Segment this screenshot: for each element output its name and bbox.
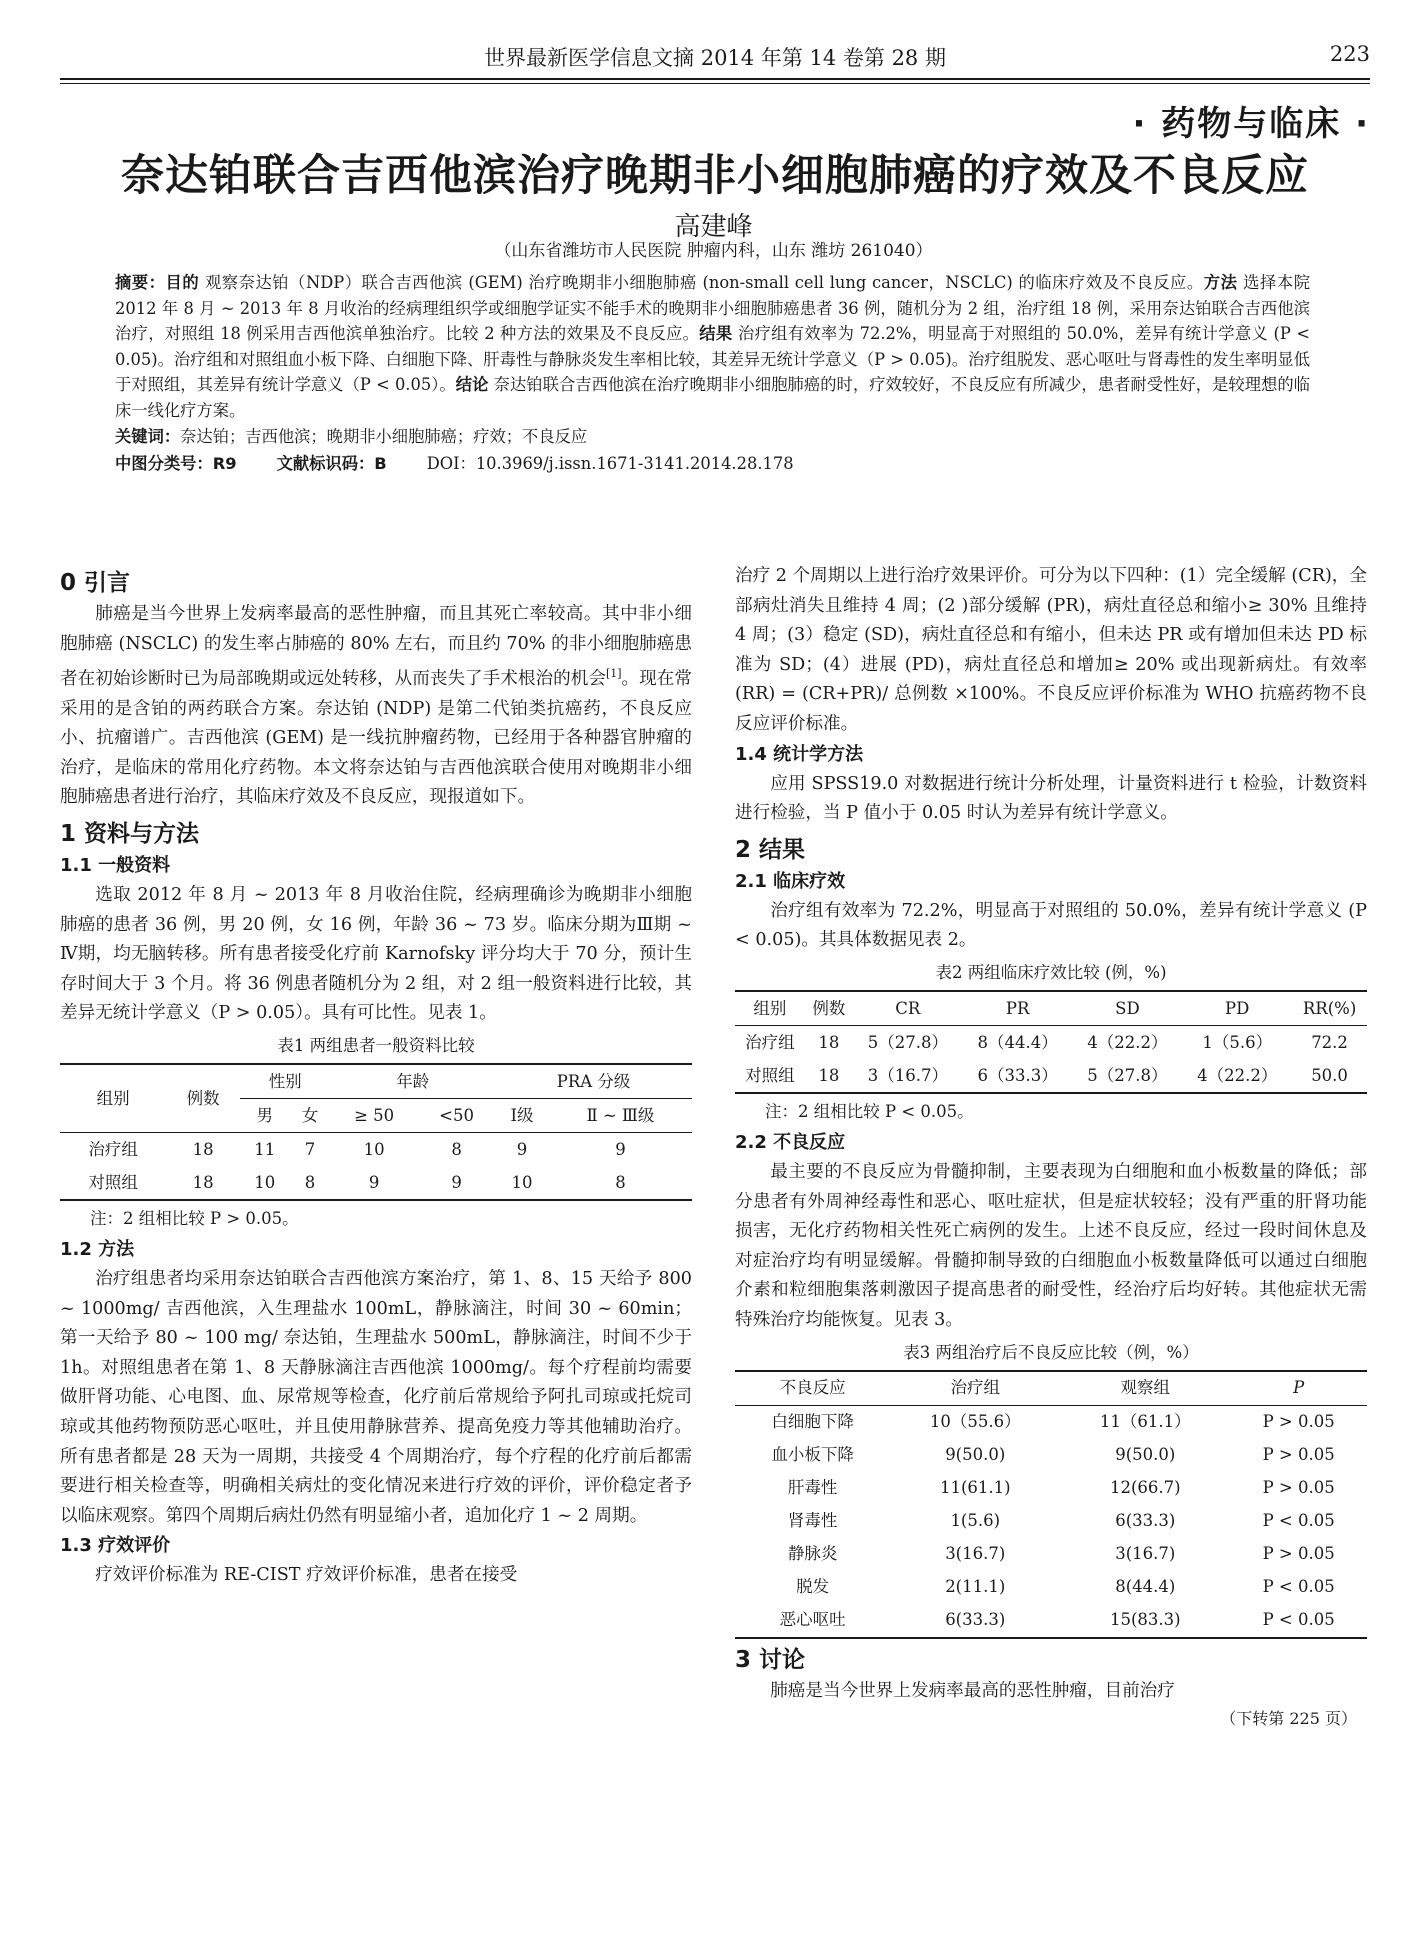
adverse-reactions-paragraph: 最主要的不良反应为骨髓抑制，主要表现为白细胞和血小板数量的降低；部分患者有外周神经毒性和恶心、呕吐症状，但是症状较轻；没有严重的肝肾功能损害，无化疗药物相关性死亡病例的发生。上述不良反应，经过一段时间休息及对症治疗均有明显缓解。骨髓抑制导致的白细胞血小板数量降低可以通过白细胞介素和粒细胞集落刺激因子提高患者的耐受性，经治疗后均好转。其他症状无需特殊治疗均能恢复。见表 3。 (735, 1161, 1367, 1330)
table-cell: 10（55.6） (929, 1412, 1021, 1432)
table-cell: 9 (418, 1166, 495, 1200)
table2-note: 注：2 组相比较 P < 0.05。 (765, 1101, 974, 1121)
table-cell: 18 (818, 1032, 840, 1052)
efficacy-eval-heading: 1.3 疗效评价 (60, 1535, 171, 1557)
table2-header: CR (853, 991, 963, 1026)
table2-header: SD (1073, 991, 1183, 1026)
table-cell: 9(50.0) (945, 1445, 1006, 1465)
doc-code-value: B (374, 454, 387, 474)
results-label: 结果 (699, 324, 733, 344)
table-cell: 15(83.3) (1060, 1604, 1230, 1638)
table-cell: 8 (290, 1166, 331, 1200)
table-cell: 7 (304, 1139, 316, 1159)
table-cell: 4（22.2） (1087, 1032, 1168, 1052)
table-cell: P > 0.05 (1262, 1544, 1335, 1564)
keywords-text: 奈达铂；吉西他滨；晚期非小细胞肺癌；疗效；不良反应 (180, 426, 588, 446)
methods-text: 选择本院 2012 年 8 月 ~ 2013 年 8 月收治的经病理组织学或细胞学证实不能手术的晚期非小细胞肺癌患者 36 例，随机分为 2 组，治疗组 18 例，采用奈达铂联合吉西他滨治疗，对照组 18 例采用吉西他滨单独治疗。比较 2 种方法的效果及不良反应。 (115, 273, 1310, 344)
citation-ref-1: [1] (605, 667, 622, 681)
table-cell: 6(33.3) (890, 1604, 1060, 1638)
table-cell: 8 (451, 1139, 462, 1159)
table2-header: 组别 (735, 991, 805, 1026)
continued-on-page-note: （下转第 225 页） (1220, 1709, 1357, 1729)
table-cell: P > 0.05 (1262, 1445, 1335, 1465)
table-cell: P < 0.05 (1262, 1577, 1335, 1597)
results-heading: 2 结果 (735, 836, 806, 863)
table-cell: 11（61.1） (1099, 1412, 1191, 1432)
author-affiliation: （山东省潍坊市人民医院 肿瘤内科，山东 潍坊 261040） (494, 241, 933, 261)
table1-header-age-lt50: <50 (418, 1098, 495, 1132)
classification-line (115, 451, 1310, 477)
table1-header-sex: 性别 (240, 1064, 330, 1099)
objective-text: 观察奈达铂（NDP）联合吉西他滨 (GEM) 治疗晚期非小细胞肺癌 (non-small cell lung cancer，NSCLC) 的临床疗效及不良反应。 (199, 273, 1204, 292)
table-cell: 50.0 (1292, 1059, 1367, 1093)
right-column (735, 562, 1367, 1732)
table1-header-age-ge50: ≥ 50 (330, 1098, 418, 1132)
table3-row (735, 1405, 1367, 1439)
page-number: 223 (1329, 42, 1370, 66)
discussion-heading: 3 讨论 (735, 1646, 806, 1673)
table-cell: 12(66.7) (1109, 1478, 1181, 1498)
table-cell: 恶心呕吐 (735, 1604, 890, 1638)
table-cell: P < 0.05 (1262, 1511, 1335, 1531)
table1-header-pra23: Ⅱ ~ Ⅲ级 (549, 1098, 692, 1132)
table2-row (735, 1025, 1367, 1059)
table-cell: 肾毒性 (787, 1511, 838, 1531)
method-paragraph: 治疗组患者均采用奈达铂联合吉西他滨方案治疗，第 1、8、15 天给予 800 ~ 1000mg/ 吉西他滨，入生理盐水 100mL，静脉滴注，时间 30 ~ 60min；第一天给予 80 ~ 100 mg/ 奈达铂，生理盐水 500mL，静脉滴注，时间不少于 1h。对照组患者在第 1、8 天静脉滴注吉西他滨 1000mg/。每个疗程前均需要做肝肾功能、心电图、血、尿常规等检查，化疗前后常规给予阿扎司琼或托烷司琼或其他药物预防恶心呕吐，并且使用静脉营养、提高免疫力等其他辅助治疗。所有患者都是 28 天为一周期，共接受 4 个周期治疗，每个疗程的化疗前后都需要进行相关检查等，明确相关病灶的变化情况来进行疗效的评价，评价稳定者予以临床观察。第四个周期后病灶仍然有明显缩小者，追加化疗 1 ~ 2 周期。 (60, 1268, 692, 1526)
abstract-label: 摘要： (115, 273, 166, 292)
table1-caption: 表1 两组患者一般资料比较 (277, 1035, 475, 1055)
table1-header-n: 例数 (166, 1064, 240, 1133)
table-cell: 10 (363, 1139, 385, 1159)
table-cell: 对照组 (60, 1166, 166, 1200)
table-cell: 5（27.8） (1073, 1059, 1183, 1093)
table-cell: 静脉炎 (787, 1544, 838, 1564)
table3-caption: 表3 两组治疗后不良反应比较（例，%） (903, 1342, 1199, 1362)
doc-code-label: 文献标识码： (276, 454, 375, 474)
methods-label: 方法 (1203, 273, 1238, 292)
table1-header-age: 年龄 (330, 1064, 495, 1099)
running-header (60, 42, 1370, 80)
conclusion-text: 奈达铂联合吉西他滨在治疗晚期非小细胞肺癌的时，疗效较好，不良反应有所减少，患者耐受性好，是较理想的临床一线化疗方案。 (115, 375, 1310, 420)
table-cell: 9 (516, 1139, 528, 1159)
doi-value: 10.3969/j.issn.1671-3141.2014.28.178 (475, 454, 794, 474)
intro-text-a: 肺癌是当今世界上发病率最高的恶性肿瘤，而且其死亡率较高。其中非小细胞肺癌 (NSCLC) 的发生率占肺癌的 80% 左右，而且约 70% 的非小细胞肺癌患者在初始诊断时已为局部晚期或远处转移，从而丧失了手术根治的机会 (60, 604, 692, 690)
table-cell: 6（33.3） (963, 1059, 1073, 1093)
keywords-line (115, 424, 1310, 450)
table-cell: 1（5.6） (1202, 1032, 1273, 1052)
results-text: 治疗组有效率为 72.2%，明显高于对照组的 50.0%，差异有统计学意义 (P < 0.05)。治疗组和对照组血小板下降、白细胞下降、肝毒性与静脉炎发生率相比较，其差异无统计学意义（P > 0.05)。治疗组脱发、恶心呕吐与肾毒性的发生率明显低于对照组，其差异有统计学意义（P < 0.05）。 (115, 324, 1310, 395)
abstract-body (115, 270, 1310, 424)
table2-header: PD (1182, 991, 1292, 1026)
clinical-efficacy-heading: 2.1 临床疗效 (735, 870, 846, 892)
table-cell: 9 (330, 1166, 418, 1200)
table-cell: 10 (495, 1166, 549, 1200)
table1-header-group: 组别 (60, 1064, 166, 1133)
table-cell: 肝毒性 (787, 1478, 838, 1498)
statistics-heading: 1.4 统计学方法 (735, 743, 864, 765)
method-heading: 1.2 方法 (60, 1238, 135, 1260)
article-title: 奈达铂联合吉西他滨治疗晚期非小细胞肺癌的疗效及不良反应 (121, 151, 1309, 201)
table3-row (735, 1505, 1367, 1538)
table2-caption: 表2 两组临床疗效比较 (例，%) (935, 962, 1167, 982)
efficacy-eval-paragraph: 疗效评价标准为 RE-CIST 疗效评价标准，患者在接受 (95, 1565, 518, 1586)
table-cell: 72.2 (1311, 1032, 1348, 1052)
table-cell: 3(16.7) (1115, 1544, 1176, 1564)
table-cell: 脱发 (796, 1577, 830, 1597)
table3-header: 治疗组 (890, 1371, 1060, 1406)
table1-header-male: 男 (240, 1098, 290, 1132)
methods-heading: 1 资料与方法 (60, 821, 200, 848)
clc-value: R9 (212, 454, 237, 474)
table3-row (735, 1538, 1367, 1571)
doi-label: DOI： (426, 454, 476, 474)
table-cell: 9(50.0) (1115, 1445, 1176, 1465)
author-name: 高建峰 (674, 212, 753, 242)
keywords-label: 关键词： (115, 426, 181, 446)
table2-header: PR (963, 991, 1073, 1026)
left-column (60, 562, 692, 1591)
table-cell: P > 0.05 (1262, 1412, 1335, 1432)
table-cell: 9 (615, 1139, 626, 1159)
table3-row (735, 1472, 1367, 1505)
table3-row (735, 1604, 1367, 1638)
table1-note: 注：2 组相比较 P > 0.05。 (90, 1208, 299, 1228)
table-cell: 治疗组 (88, 1139, 138, 1159)
journal-issue: 世界最新医学信息文摘 2014 年第 14 卷第 28 期 (484, 46, 946, 70)
table-cell: 治疗组 (745, 1032, 795, 1052)
adverse-reactions-heading: 2.2 不良反应 (735, 1131, 846, 1153)
general-data-paragraph: 选取 2012 年 8 月 ~ 2013 年 8 月收治住院，经病理确诊为晚期非小细胞肺癌的患者 36 例，男 20 例，女 16 例，年龄 36 ~ 73 岁。临床分期为Ⅲ期 ~ Ⅳ期，均无脑转移。所有患者接受化疗前 Karnofsky 评分均大于 70 分，预计生存时间大于 3 个月。将 36 例患者随机分为 2 组，对 2 组一般资料进行比较，其差异无统计学意义（P > 0.05）。具有可比性。见表 1。 (60, 885, 692, 1024)
table-cell: 对照组 (735, 1059, 805, 1093)
table-cell: 3(16.7) (945, 1544, 1006, 1564)
intro-heading: 0 引言 (60, 570, 131, 596)
table1-header-pra1: Ⅰ级 (495, 1098, 549, 1132)
table-cell: 8（44.4） (977, 1032, 1058, 1052)
table-cell: P > 0.05 (1262, 1478, 1335, 1498)
table2-header: 例数 (805, 991, 853, 1026)
table-cell: 18 (805, 1059, 853, 1093)
table2-row (735, 1059, 1367, 1093)
general-data-heading: 1.1 一般资料 (60, 855, 171, 877)
intro-text-b: 。现在常采用的是含铂的两药联合方案。奈达铂 (NDP) 是第二代铂类抗癌药，不良反应小、抗瘤谱广。吉西他滨 (GEM) 是一线抗肿瘤药物，已经用于各种器官肿瘤的治疗，是临床的常用化疗药物。本文将奈达铂与吉西他滨联合使用对晚期非小细胞肺癌患者进行治疗，其临床疗效及不良反应，现报道如下。 (60, 669, 692, 808)
table-cell: 11 (254, 1139, 276, 1159)
table-cell: 3（16.7） (853, 1059, 963, 1093)
abstract (115, 270, 1310, 477)
discussion-paragraph: 肺癌是当今世界上发病率最高的恶性肿瘤，目前治疗 (770, 1680, 1175, 1701)
table-cell: 5（27.8） (867, 1032, 948, 1052)
clinical-efficacy-paragraph: 治疗组有效率为 72.2%，明显高于对照组的 50.0%，差异有统计学意义 (P < 0.05)。其具体数据见表 2。 (735, 900, 1367, 951)
statistics-paragraph: 应用 SPSS19.0 对数据进行统计分析处理，计量资料进行 t 检验，计数资料进行检验，当 P 值小于 0.05 时认为差异有统计学意义。 (735, 773, 1367, 824)
header-rule-thin (60, 83, 1370, 84)
table1-row (60, 1132, 692, 1166)
table-cell: 白细胞下降 (771, 1412, 854, 1432)
intro-paragraph (60, 600, 692, 813)
table-cell: 6(33.3) (1115, 1511, 1176, 1531)
table-cell: P < 0.05 (1230, 1604, 1367, 1638)
table2-header: RR(%) (1292, 991, 1367, 1026)
table-cell: 18 (166, 1166, 240, 1200)
table3 (735, 1370, 1367, 1639)
table3-header: 观察组 (1060, 1371, 1230, 1406)
table1-row (60, 1166, 692, 1200)
header-rule-thick (60, 78, 1370, 80)
table1-header-pra: PRA 分级 (495, 1064, 692, 1099)
table-cell: 8(44.4) (1115, 1577, 1176, 1597)
table1 (60, 1063, 692, 1201)
table-cell: 8 (549, 1166, 692, 1200)
table-cell: 18 (192, 1139, 214, 1159)
table3-row (735, 1571, 1367, 1604)
clc-label: 中图分类号： (115, 454, 213, 474)
section-tag: · 药物与临床 · (1132, 104, 1370, 144)
efficacy-eval-continued: 治疗 2 个周期以上进行治疗效果评价。可分为以下四种：(1）完全缓解 (CR)，全部病灶消失且维持 4 周；(2 )部分缓解 (PR)，病灶直径总和缩小≥ 30% 且维持 4 周；(3）稳定 (SD)，病灶直径总和有缩小，但未达 PR 或有增加但未达 PD 标准为 SD；(4）进展 (PD)，病灶直径总和增加≥ 20% 或出现新病灶。有效率 (RR) = (CR+PR)/ 总例数 ×100%。不良反应评价标准为 WHO 抗癌药物不良反应评价标准。 (735, 566, 1367, 734)
table-cell: 4（22.2） (1182, 1059, 1292, 1093)
table-cell: 11(61.1) (939, 1478, 1011, 1498)
table-cell: 1(5.6) (950, 1511, 1001, 1531)
table3-row (735, 1439, 1367, 1472)
table-cell: 10 (240, 1166, 290, 1200)
conclusion-label: 结论 (455, 375, 489, 395)
table3-header: 不良反应 (735, 1371, 890, 1406)
table1-header-female: 女 (290, 1098, 331, 1132)
table2 (735, 990, 1367, 1094)
objective-label: 目的 (165, 273, 200, 292)
table-cell: 血小板下降 (771, 1445, 854, 1465)
table-cell: 2(11.1) (945, 1577, 1006, 1597)
table3-header: P (1230, 1371, 1367, 1406)
